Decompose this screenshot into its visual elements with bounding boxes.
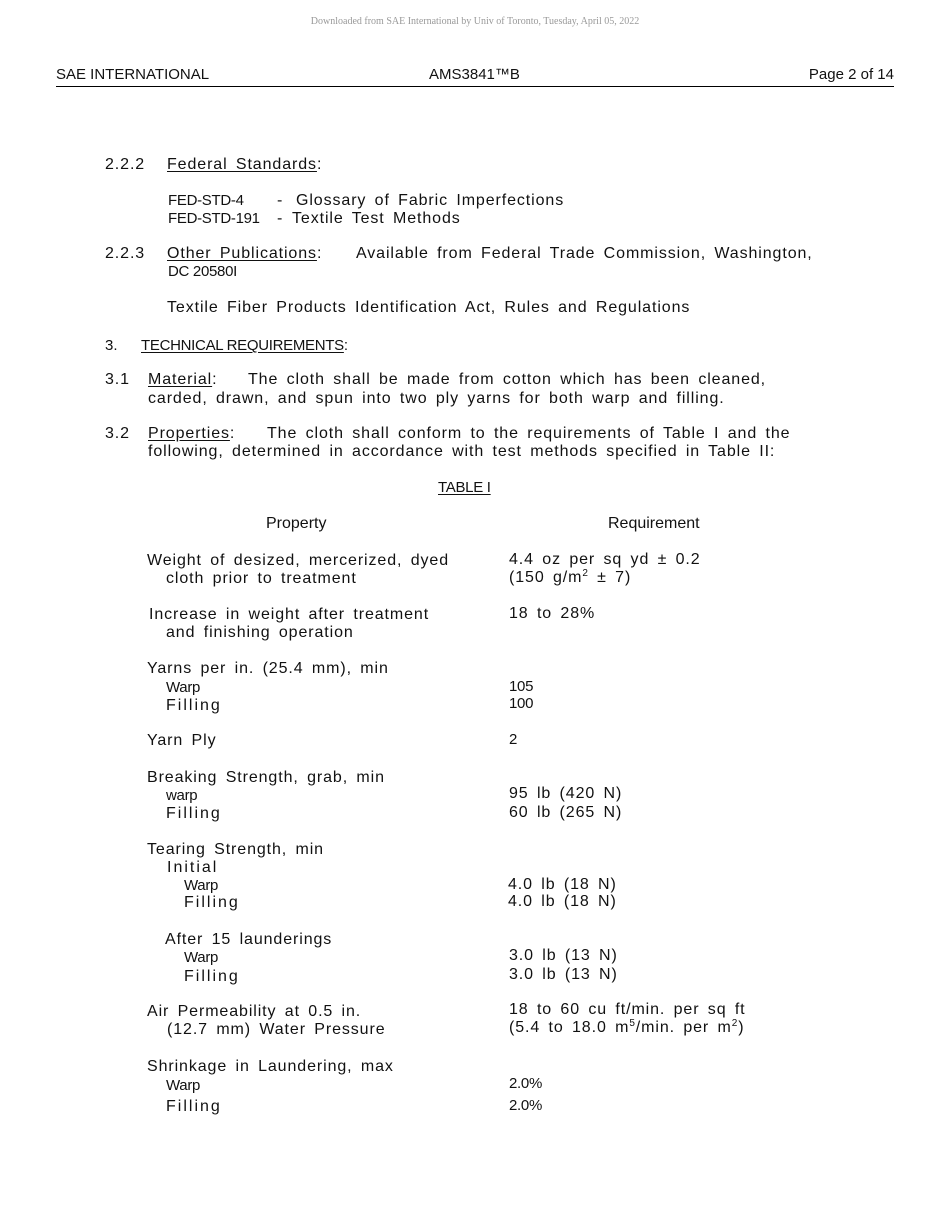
section-3-2-colon: : — [229, 425, 236, 442]
tearing-after-warp-label: Warp — [184, 949, 219, 966]
shrinkage-property: Shrinkage in Laundering, max — [147, 1058, 394, 1075]
shrinkage-warp-label: Warp — [166, 1077, 201, 1094]
table-header-requirement: Requirement — [608, 515, 700, 532]
weight-property-cont: cloth prior to treatment — [166, 570, 357, 587]
section-2-2-3-title: Other Publications — [167, 245, 317, 262]
breaking-warp-label: warp — [166, 787, 198, 804]
section-3-number: 3. — [105, 337, 118, 354]
standard-code: FED-STD-4 — [168, 192, 244, 209]
breaking-filling-label: Filling — [166, 805, 222, 822]
standard-description: Textile Test Methods — [292, 210, 461, 227]
standard-separator: - — [277, 192, 283, 209]
section-3-1-number: 3.1 — [105, 371, 130, 388]
shrinkage-filling-value: 2.0% — [509, 1097, 542, 1114]
weight-requirement: 4.4 oz per sq yd ± 0.2 — [509, 551, 701, 568]
air-requirement-metric — [509, 1019, 744, 1037]
yarns-property: Yarns per in. (25.4 mm), min — [147, 660, 389, 677]
section-3-2-heading — [148, 425, 235, 443]
section-2-2-3-colon: : — [316, 245, 323, 262]
section-2-2-2-title: Federal Standards — [167, 156, 317, 173]
air-metric-c: ) — [738, 1019, 745, 1036]
air-requirement: 18 to 60 cu ft/min. per sq ft — [509, 1001, 746, 1018]
tearing-initial-warp-value: 4.0 lb (18 N) — [508, 876, 617, 893]
header-org: SAE INTERNATIONAL — [56, 66, 210, 83]
tearing-property: Tearing Strength, min — [147, 841, 324, 858]
tearing-initial-warp-label: Warp — [184, 877, 219, 894]
air-metric-b: /min. per m — [635, 1019, 732, 1036]
increase-requirement: 18 to 28% — [509, 605, 596, 622]
increase-property-cont: and finishing operation — [166, 624, 354, 641]
breaking-property: Breaking Strength, grab, min — [147, 769, 385, 786]
standard-description: Glossary of Fabric Imperfections — [296, 192, 565, 209]
breaking-filling-value: 60 lb (265 N) — [509, 804, 623, 821]
weight-metric-b: ± 7) — [588, 569, 632, 586]
air-metric-a: (5.4 to 18.0 m — [509, 1019, 630, 1036]
header-doc-id: AMS3841™B — [429, 66, 520, 83]
section-2-2-3-text: Available from Federal Trade Commission, Washington, — [356, 245, 813, 262]
tearing-after-warp-value: 3.0 lb (13 N) — [509, 947, 618, 964]
increase-property: Increase in weight after treatment — [149, 606, 430, 623]
ply-value: 2 — [509, 731, 518, 748]
section-3-1-colon: : — [212, 371, 218, 388]
header-divider — [56, 86, 894, 87]
standard-code: FED-STD-191 — [168, 210, 260, 227]
section-2-2-3-act: Textile Fiber Products Identification Act, Rules and Regulations — [167, 299, 691, 316]
section-3-2-text-cont: following, determined in accordance with test methods specified in Table II: — [148, 443, 776, 460]
section-3-1-title: Material — [148, 371, 213, 388]
section-3-colon: : — [343, 337, 348, 354]
weight-metric-exp: 2 — [582, 568, 589, 579]
section-2-2-2-heading — [167, 156, 322, 174]
tearing-after-filling-label: Filling — [184, 968, 240, 985]
air-metric-exp1: 5 — [629, 1018, 636, 1029]
weight-metric-a: (150 g/m — [509, 569, 583, 586]
section-2-2-3-number: 2.2.3 — [105, 245, 146, 262]
section-3-1-heading — [148, 371, 217, 389]
tearing-initial-label: Initial — [167, 859, 219, 876]
standard-separator: - — [277, 210, 283, 227]
section-3-title: TECHNICAL REQUIREMENTS — [141, 337, 344, 354]
air-property: Air Permeability at 0.5 in. — [147, 1003, 362, 1020]
section-3-1-text: The cloth shall be made from cotton which has been cleaned, — [248, 371, 767, 388]
air-metric-exp2: 2 — [731, 1018, 739, 1029]
section-2-2-3-text-cont: DC 20580I — [168, 263, 238, 280]
header-page-number: Page 2 of 14 — [808, 66, 894, 83]
section-3-2-title: Properties — [148, 425, 230, 442]
section-2-2-3-heading — [167, 245, 322, 263]
weight-requirement-metric — [509, 569, 631, 587]
ply-property: Yarn Ply — [147, 732, 217, 749]
download-watermark: Downloaded from SAE International by Univ of Toronto, Tuesday, April 05, 2022 — [310, 16, 640, 27]
breaking-warp-value: 95 lb (420 N) — [509, 785, 623, 802]
tearing-after-filling-value: 3.0 lb (13 N) — [509, 966, 618, 983]
section-3-1-text-cont: carded, drawn, and spun into two ply yarns for both warp and filling. — [148, 390, 725, 407]
tearing-after-label: After 15 launderings — [165, 931, 333, 948]
section-2-2-2-colon: : — [316, 156, 323, 173]
table-header-property: Property — [266, 515, 327, 532]
weight-property: Weight of desized, mercerized, dyed — [147, 552, 449, 569]
section-3-2-text: The cloth shall conform to the requirements of Table I and the — [267, 425, 791, 442]
air-property-cont: (12.7 mm) Water Pressure — [167, 1021, 386, 1038]
section-3-heading — [141, 337, 348, 354]
yarns-warp-label: Warp — [166, 679, 201, 696]
shrinkage-filling-label: Filling — [166, 1098, 222, 1115]
tearing-initial-filling-value: 4.0 lb (18 N) — [508, 893, 617, 910]
yarns-filling-value: 100 — [509, 695, 534, 712]
table-title: TABLE I — [438, 479, 491, 496]
yarns-warp-value: 105 — [509, 678, 534, 695]
section-3-2-number: 3.2 — [105, 425, 130, 442]
shrinkage-warp-value: 2.0% — [509, 1075, 542, 1092]
tearing-initial-filling-label: Filling — [184, 894, 240, 911]
yarns-filling-label: Filling — [166, 697, 222, 714]
section-2-2-2-number: 2.2.2 — [105, 156, 146, 173]
